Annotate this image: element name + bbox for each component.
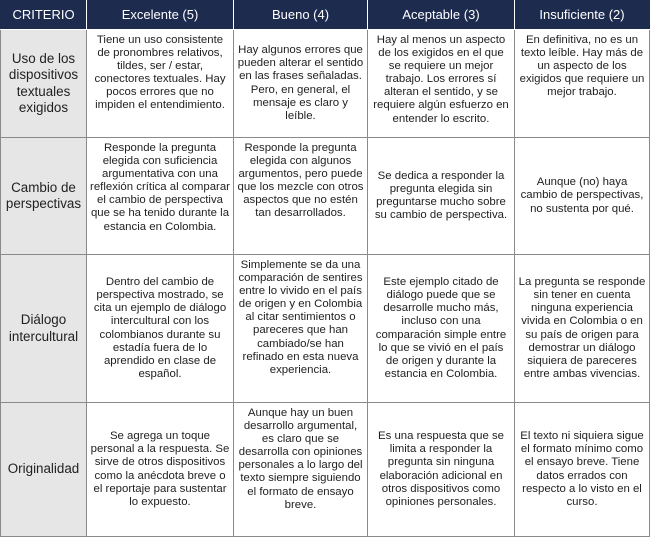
aceptable-cell: Se dedica a responder la pregunta elegida sin preguntarse mucho sobre su cambio de perspectiva. — [368, 138, 515, 255]
criterion-cell: Diálogo intercultural — [1, 255, 87, 403]
row-originalidad — [1, 403, 650, 537]
criterion-cell: Cambio de perspectivas — [1, 138, 87, 255]
header-bueno: Bueno (4) — [234, 1, 368, 30]
header-criterio: CRITERIO — [1, 1, 87, 30]
insuficiente-cell: El texto ni siquiera sigue el formato mínimo como el ensayo breve. Tiene datos errados con respecto a lo visto en el curso. — [515, 403, 650, 537]
insuficiente-cell: La pregunta se responde sin tener en cuenta ninguna experiencia vivida en Colombia o en su país de origen para demostrar un diálogo siquiera de pareceres entre ambas vivencias. — [515, 255, 650, 403]
criterion-cell: Originalidad — [1, 403, 87, 537]
header-row — [1, 1, 650, 30]
bueno-cell: Hay algunos errores que pueden alterar el sentido en las frases señaladas. Pero, en general, el mensaje es claro y leíble. — [234, 30, 368, 138]
header-aceptable: Aceptable (3) — [368, 1, 515, 30]
excelente-cell: Se agrega un toque personal a la respuesta. Se sirve de otros dispositivos como la anécdota breve o el reportaje para sustentar lo expuesto. — [87, 403, 234, 537]
row-uso-dispositivos — [1, 30, 650, 138]
aceptable-cell: Es una respuesta que se limita a responder la pregunta sin ninguna elaboración adicional en otros dispositivos como opiniones personales. — [368, 403, 515, 537]
criterion-cell: Uso de los dispositivos textuales exigidos — [1, 30, 87, 138]
aceptable-cell: Hay al menos un aspecto de los exigidos en el que se requiere un mejor trabajo. Los errores sí alteran el sentido, y se requiere algún esfuerzo en entender lo escrito. — [368, 30, 515, 138]
insuficiente-cell: En definitiva, no es un texto leíble. Hay más de un aspecto de los exigidos que requiere un mejor trabajo. — [515, 30, 650, 138]
header-insuficiente: Insuficiente (2) — [515, 1, 650, 30]
excelente-cell: Responde la pregunta elegida con suficiencia argumentativa con una reflexión crítica al comparar el cambio de perspectiva que se ha tenido durante la estancia en Colombia. — [87, 138, 234, 255]
row-dialogo-intercultural — [1, 255, 650, 403]
excelente-cell: Dentro del cambio de perspectiva mostrado, se cita un ejemplo de diálogo intercultural con los colombianos durante su estadía fuera de lo aprendido en clase de español. — [87, 255, 234, 403]
row-cambio-perspectivas — [1, 138, 650, 255]
header-excelente: Excelente (5) — [87, 1, 234, 30]
bueno-cell: Aunque hay un buen desarrollo argumental, es claro que se desarrolla con opiniones personales a lo largo del texto siempre siguiendo el formato de ensayo breve. — [234, 403, 368, 537]
insuficiente-cell: Aunque (no) haya cambio de perspectivas, no sustenta por qué. — [515, 138, 650, 255]
bueno-cell: Responde la pregunta elegida con algunos argumentos, pero puede que los mezcle con otros aspectos que no estén tan desarrollados. — [234, 138, 368, 255]
bueno-cell: Simplemente se da una comparación de sentires entre lo vivido en el país de origen y en Colombia al citar sentimientos o pareceres que han cambiado/se han refinado en esta nueva experiencia. — [234, 255, 368, 403]
excelente-cell: Tiene un uso consistente de pronombres relativos, tildes, ser / estar, conectores textuales. Hay pocos errores que no impiden el entendimiento. — [87, 30, 234, 138]
aceptable-cell: Este ejemplo citado de diálogo puede que se desarrolle mucho más, incluso con una comparación simple entre lo que se vivió en el país de origen y durante la estancia en Colombia. — [368, 255, 515, 403]
